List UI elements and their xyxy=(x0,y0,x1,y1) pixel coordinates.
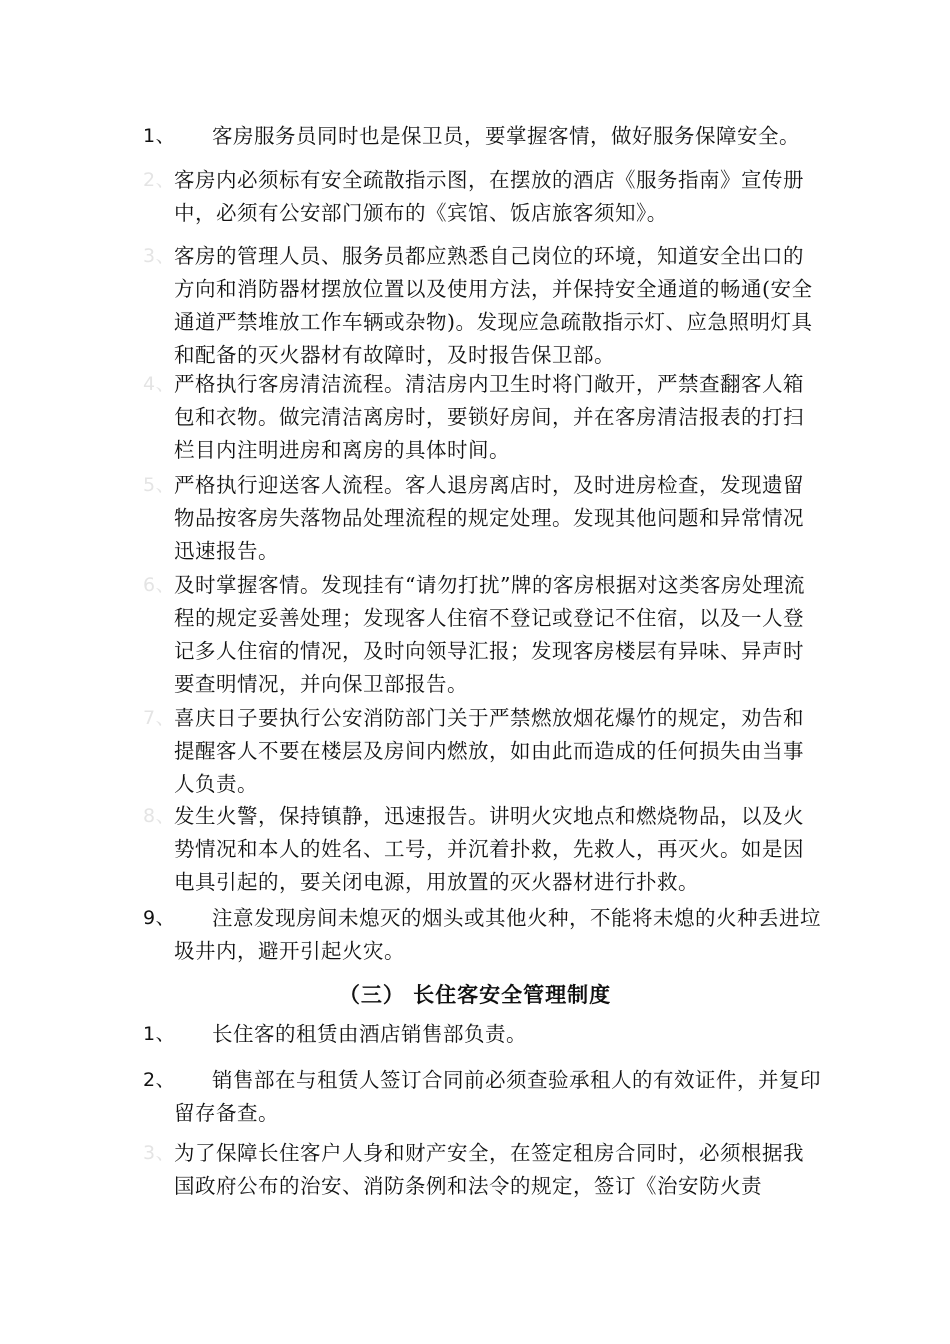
item-text: 喜庆日子要执行公安消防部门关于严禁燃放烟花爆竹的规定，劝告和提醒客人不要在楼层及房间内燃放，如由此而造成的任何损失由当事人负责。 xyxy=(174,706,804,796)
item-number: 9、 xyxy=(143,907,176,929)
list-item-1 xyxy=(143,120,823,153)
item-number: 2、 xyxy=(143,1069,176,1091)
item-text: 发生火警，保持镇静，迅速报告。讲明火灾地点和燃烧物品，以及火势情况和本人的姓名、工号，并沉着扑救，先救人，再灭火。如是因电具引起的，要关闭电源，用放置的灭火器材进行扑救。 xyxy=(174,804,804,894)
list-item-7 xyxy=(143,702,823,801)
item-number: 1、 xyxy=(143,125,176,147)
item-number: 1、 xyxy=(143,1023,176,1045)
item-number: 3、 xyxy=(143,245,176,267)
list-item-8 xyxy=(143,800,823,899)
item-text: 为了保障长住客户人身和财产安全，在签定租房合同时，必须根据我国政府公布的治安、消防条例和法令的规定，签订《治安防火责 xyxy=(174,1141,804,1198)
item-number: 6、 xyxy=(143,574,176,596)
list-item-6 xyxy=(143,569,823,701)
list-item-4 xyxy=(143,368,823,467)
rule-item-3 xyxy=(143,1137,823,1203)
rule-item-1 xyxy=(143,1018,823,1051)
list-item-2 xyxy=(143,164,823,230)
list-item-5 xyxy=(143,469,823,568)
item-text-content: 长住客的租赁由酒店销售部负责。 xyxy=(212,1022,527,1046)
item-number: 7、 xyxy=(143,707,176,729)
item-text xyxy=(143,1018,823,1051)
item-text xyxy=(143,902,823,968)
item-text: 客房的管理人员、服务员都应熟悉自己岗位的环境，知道安全出口的方向和消防器材摆放位置以及使用方法，并保持安全通道的畅通(安全通道严禁堆放工作车辆或杂物)。发现应急疏散指示灯、应急照明灯具和配备的灭火器材有故障时，及时报告保卫部。 xyxy=(174,244,813,367)
item-text: 严格执行迎送客人流程。客人退房离店时，及时进房检查，发现遗留物品按客房失落物品处理流程的规定处理。发现其他问题和异常情况迅速报告。 xyxy=(174,473,804,563)
item-text-content: 客房服务员同时也是保卫员，要掌握客情，做好服务保障安全。 xyxy=(212,124,800,148)
item-number: 8、 xyxy=(143,805,176,827)
item-text: 严格执行客房清洁流程。清洁房内卫生时将门敞开，严禁查翻客人箱包和衣物。做完清洁离房时，要锁好房间，并在客房清洁报表的打扫栏目内注明进房和离房的具体时间。 xyxy=(174,372,804,462)
rule-item-2 xyxy=(143,1064,823,1130)
section-heading: （三） 长住客安全管理制度 xyxy=(338,983,612,1007)
item-number: 3、 xyxy=(143,1142,176,1164)
list-item-9 xyxy=(143,902,823,968)
item-text xyxy=(143,1064,823,1130)
item-text: 客房内必须标有安全疏散指示图，在摆放的酒店《服务指南》宣传册中，必须有公安部门颁布的《宾馆、饭店旅客须知》。 xyxy=(174,168,804,225)
item-text-content: 注意发现房间未熄灭的烟头或其他火种，不能将未熄的火种丢进垃圾井内，避开引起火灾。 xyxy=(174,906,821,963)
list-item-3 xyxy=(143,240,823,372)
item-text: 及时掌握客情。发现挂有“请勿打扰”牌的客房根据对这类客房处理流程的规定妥善处理；发现客人住宿不登记或登记不住宿，以及一人登记多人住宿的情况，及时向领导汇报；发现客房楼层有异味、异声时要查明情况，并向保卫部报告。 xyxy=(174,573,805,696)
item-text-content: 销售部在与租赁人签订合同前必须查验承租人的有效证件，并复印留存备查。 xyxy=(174,1068,821,1125)
item-number: 5、 xyxy=(143,474,176,496)
item-text xyxy=(143,120,823,153)
item-number: 2、 xyxy=(143,169,176,191)
item-number: 4、 xyxy=(143,373,176,395)
